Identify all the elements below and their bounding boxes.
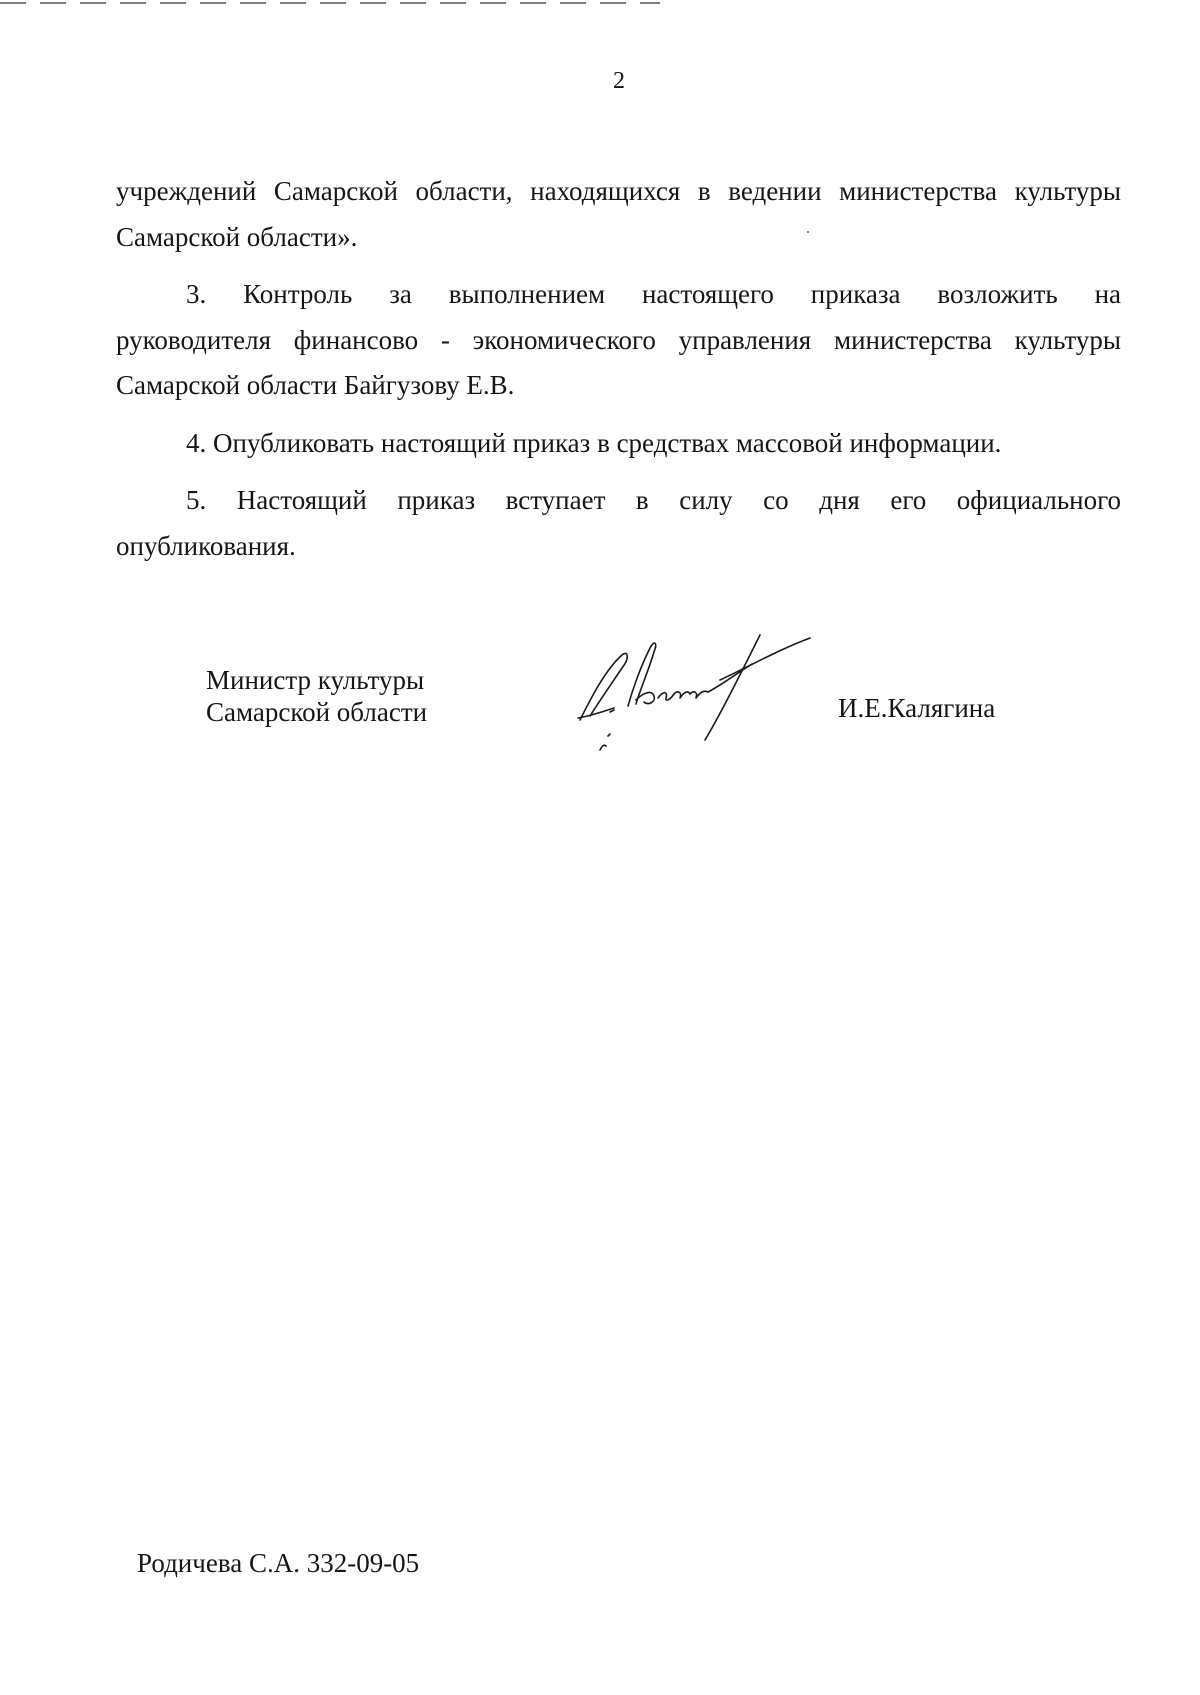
item-3-line-2: руководителя финансово - экономического управления министерства культуры — [116, 324, 1121, 355]
signatory-title — [206, 664, 427, 728]
item-5-line-1: 5. Настоящий приказ вступает в силу со дня его официального — [186, 485, 1121, 515]
item-3-line-1: 3. Контроль за выполнением настоящего приказа возложить на — [186, 279, 1121, 309]
signatory-title-line-2: Самарской области — [206, 697, 428, 727]
signatory-name: И.Е.Калягина — [838, 693, 996, 723]
document-body — [116, 169, 1121, 569]
scan-speck — [807, 231, 809, 233]
continuation-line-1: учреждений Самарской области, находящихся в ведении министерства культуры — [116, 176, 1121, 206]
continuation-line-2: Самарской области». — [116, 221, 358, 252]
item-5-line-2: опубликования. — [116, 530, 296, 561]
signatory-title-line-1: Министр культуры — [206, 665, 425, 695]
scan-edge-dashes — [0, 0, 660, 6]
executor-contact: Родичева С.А. 332-09-05 — [137, 1548, 420, 1578]
item-3-line-3: Самарской области Байгузову Е.В. — [116, 370, 515, 400]
page-number: 2 — [613, 68, 625, 94]
item-4-line-1: 4. Опубликовать настоящий приказ в средствах массовой информации. — [186, 427, 1002, 458]
handwritten-signature — [570, 620, 830, 760]
